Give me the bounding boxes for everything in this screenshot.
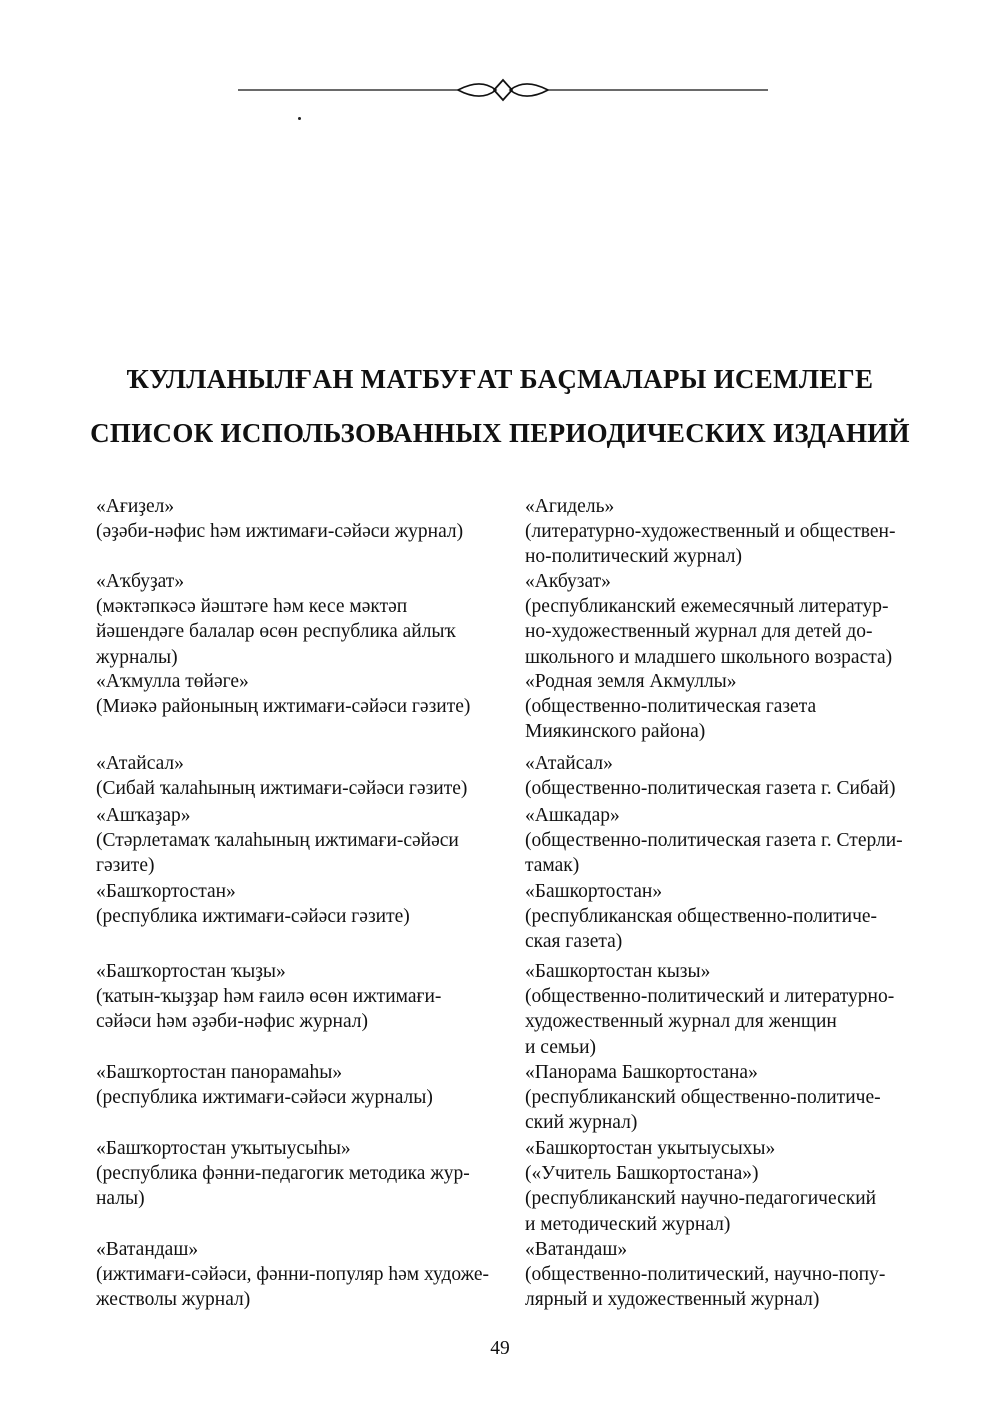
list-item — [96, 494, 506, 544]
entry-title: «Акбузат» — [525, 571, 611, 592]
list-item — [96, 1136, 506, 1212]
entry-description: (общественно-политический и литературно- художественный журнал для женщин и семьи) — [525, 986, 895, 1058]
entry-title: «Башкортостан укытыусыхы» — [525, 1138, 776, 1159]
entry-description: (Сибай ҡалаһының ижтимағи-сәйәси гәзите) — [96, 778, 468, 800]
list-item — [96, 669, 506, 719]
entry-description: (общественно-политическая газета г. Стерли- тамак) — [525, 830, 903, 877]
entry-title: «Аҡбуҙат» — [96, 571, 185, 592]
entry-description: (республиканский ежемесячный литератур- но-художественный журнал для детей до- школьного и младшего школьного возраста) — [525, 596, 893, 668]
entry-description: (общественно-политическая газета Миякинского района) — [525, 696, 817, 743]
entry-title: «Аҡмулла төйәге» — [96, 671, 249, 692]
entry-title: «Башҡортостан панорамаһы» — [96, 1062, 343, 1083]
entry-description: («Учитель Башкортостана») (республиканский научно-педагогический и методический журнал) — [525, 1163, 877, 1235]
header-ornament-icon — [238, 70, 768, 110]
entry-title: «Башҡортостан ҡыҙы» — [96, 961, 286, 982]
list-item — [525, 751, 925, 801]
list-item — [96, 803, 506, 879]
list-item — [525, 803, 925, 879]
entry-title: «Ашҡаҙар» — [96, 805, 191, 826]
heading-russian: СПИСОК ИСПОЛЬЗОВАННЫХ ПЕРИОДИЧЕСКИХ ИЗДАНИЙ — [90, 418, 910, 448]
entry-title: «Башкортостан кызы» — [525, 961, 711, 982]
entry-title: «Ашкадар» — [525, 805, 620, 826]
entry-title: «Атайсал» — [525, 753, 613, 774]
entry-title: «Башҡортостан» — [96, 881, 236, 902]
list-item — [96, 959, 506, 1035]
entry-description: (Миәкә районының ижтимағи-сәйәси гәзите) — [96, 696, 471, 718]
entry-description: (литературно-художественный и обществен- но-политический журнал) — [525, 521, 896, 568]
page-number: 49 — [490, 1338, 510, 1359]
stray-dot — [298, 117, 301, 120]
list-item — [525, 879, 925, 955]
entry-title: «Башкортостан» — [525, 881, 663, 902]
entry-description: (ҡатын-ҡыҙҙар һәм ғаилә өсөн ижтимағи- сәйәси һәм әҙәби-нәфис журнал) — [96, 986, 442, 1033]
entry-description: (әҙәби-нәфис һәм ижтимағи-сәйәси журнал) — [96, 521, 464, 543]
list-item — [525, 494, 925, 570]
list-item — [525, 669, 925, 745]
entry-title: «Ағиҙел» — [96, 496, 175, 517]
entry-title: «Атайсал» — [96, 753, 184, 774]
entry-title: «Родная земля Акмуллы» — [525, 671, 737, 692]
entry-description: (общественно-политическая газета г. Сибай) — [525, 778, 896, 800]
list-item — [96, 751, 506, 801]
list-item — [96, 1060, 506, 1110]
entry-description: (республика фәнни-педагогик методика жур- налы) — [96, 1163, 470, 1210]
list-item — [525, 1060, 925, 1136]
entry-title: «Панорама Башкортостана» — [525, 1062, 758, 1083]
entry-description: (общественно-политический, научно-попу- лярный и художественный журнал) — [525, 1264, 886, 1311]
entry-description: (республиканская общественно-политиче- ская газета) — [525, 906, 878, 953]
entry-title: «Башҡортостан уҡытыусыһы» — [96, 1138, 351, 1159]
list-item — [96, 1237, 506, 1313]
entry-description: (Стәрлетамаҡ ҡалаһының ижтимағи-сәйәси гәзите) — [96, 830, 459, 877]
list-item — [525, 569, 925, 670]
heading-bashkir: ҠУЛЛАНЫЛҒАН МАТБУҒАТ БАҪМАЛАРЫ ИСЕМЛЕГЕ — [126, 364, 874, 394]
entry-title: «Агидель» — [525, 496, 615, 517]
entry-description: (республика ижтимағи-сәйәси гәзите) — [96, 906, 410, 928]
entry-description: (республиканский общественно-политиче- ский журнал) — [525, 1087, 881, 1134]
list-item — [525, 1136, 925, 1237]
list-item — [525, 1237, 925, 1313]
entry-description: (мәктәпкәсә йәштәге һәм кесе мәктәп йәшендәге балалар өсөн республика айлыҡ журналы) — [96, 596, 456, 668]
entry-title: «Ватандаш» — [96, 1239, 199, 1260]
entry-title: «Ватандаш» — [525, 1239, 628, 1260]
entry-description: (республика ижтимағи-сәйәси журналы) — [96, 1087, 433, 1109]
entry-description: (ижтимағи-сәйәси, фәнни-популяр һәм художе- жестволы журнал) — [96, 1264, 490, 1311]
list-item — [96, 879, 506, 929]
list-item — [96, 569, 506, 670]
list-item — [525, 959, 925, 1060]
